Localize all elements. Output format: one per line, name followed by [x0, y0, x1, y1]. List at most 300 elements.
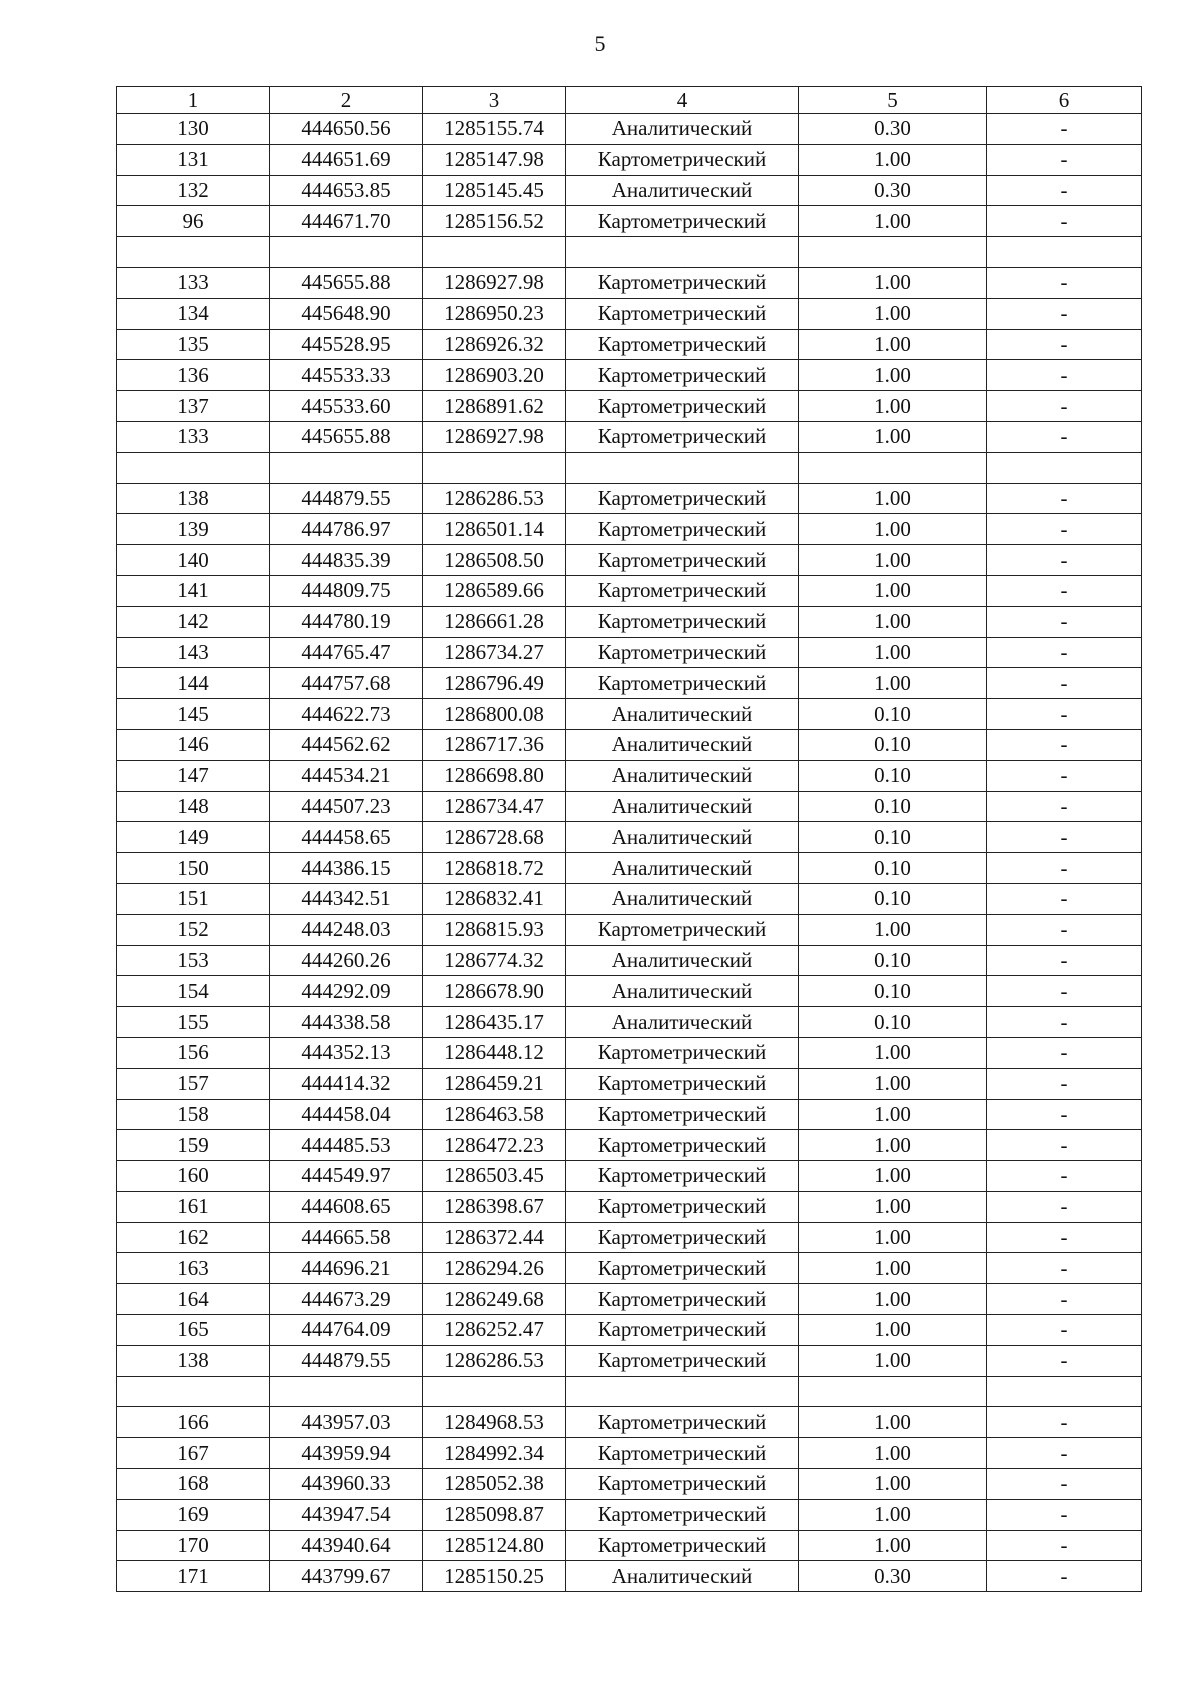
cell-method: Картометрический — [566, 914, 799, 945]
cell-accuracy: 1.00 — [799, 1222, 987, 1253]
cell-method: Аналитический — [566, 699, 799, 730]
cell-note: - — [987, 575, 1142, 606]
table-row-separator — [117, 1376, 1142, 1407]
cell-coord-y: 1286728.68 — [423, 822, 566, 853]
cell-coord-y — [423, 237, 566, 268]
cell-accuracy: 1.00 — [799, 1130, 987, 1161]
table-row — [117, 1561, 1142, 1592]
cell-accuracy: 1.00 — [799, 1469, 987, 1500]
cell-method: Картометрический — [566, 267, 799, 298]
cell-coord-y: 1285150.25 — [423, 1561, 566, 1592]
cell-point-number: 154 — [117, 976, 270, 1007]
header-col-6: 6 — [987, 87, 1142, 114]
cell-point-number — [117, 237, 270, 268]
cell-coord-y: 1286661.28 — [423, 606, 566, 637]
cell-coord-x: 443957.03 — [270, 1407, 423, 1438]
cell-accuracy: 1.00 — [799, 606, 987, 637]
cell-coord-x: 444608.65 — [270, 1191, 423, 1222]
cell-method: Аналитический — [566, 760, 799, 791]
cell-point-number: 146 — [117, 729, 270, 760]
cell-point-number: 150 — [117, 853, 270, 884]
cell-coord-y: 1286926.32 — [423, 329, 566, 360]
table-row — [117, 114, 1142, 145]
cell-accuracy: 1.00 — [799, 298, 987, 329]
cell-point-number: 164 — [117, 1284, 270, 1315]
cell-coord-y: 1286472.23 — [423, 1130, 566, 1161]
cell-method: Картометрический — [566, 1161, 799, 1192]
cell-coord-x: 444338.58 — [270, 1007, 423, 1038]
cell-coord-x: 444765.47 — [270, 637, 423, 668]
cell-coord-x: 443799.67 — [270, 1561, 423, 1592]
cell-accuracy: 0.10 — [799, 976, 987, 1007]
cell-point-number: 153 — [117, 945, 270, 976]
table-row — [117, 822, 1142, 853]
cell-coord-x: 444507.23 — [270, 791, 423, 822]
table-row — [117, 729, 1142, 760]
header-col-1: 1 — [117, 87, 270, 114]
table-row — [117, 1315, 1142, 1346]
cell-accuracy: 1.00 — [799, 575, 987, 606]
cell-point-number: 138 — [117, 483, 270, 514]
cell-coord-y: 1284968.53 — [423, 1407, 566, 1438]
cell-coord-x: 444673.29 — [270, 1284, 423, 1315]
cell-coord-x: 444757.68 — [270, 668, 423, 699]
cell-note: - — [987, 545, 1142, 576]
table-row — [117, 175, 1142, 206]
header-row — [117, 87, 1142, 114]
cell-coord-y: 1286927.98 — [423, 421, 566, 452]
table-row — [117, 760, 1142, 791]
table-row — [117, 1037, 1142, 1068]
cell-note: - — [987, 1130, 1142, 1161]
cell-point-number: 168 — [117, 1469, 270, 1500]
cell-coord-y: 1286818.72 — [423, 853, 566, 884]
table-row — [117, 206, 1142, 237]
table-row — [117, 391, 1142, 422]
cell-accuracy: 1.00 — [799, 144, 987, 175]
cell-accuracy — [799, 1376, 987, 1407]
cell-accuracy: 0.10 — [799, 945, 987, 976]
cell-accuracy: 1.00 — [799, 1161, 987, 1192]
cell-point-number: 161 — [117, 1191, 270, 1222]
cell-method: Аналитический — [566, 1561, 799, 1592]
cell-note: - — [987, 976, 1142, 1007]
table-row — [117, 945, 1142, 976]
cell-method: Картометрический — [566, 421, 799, 452]
cell-method: Аналитический — [566, 853, 799, 884]
table-row — [117, 976, 1142, 1007]
cell-note: - — [987, 1469, 1142, 1500]
cell-method: Картометрический — [566, 1530, 799, 1561]
cell-note: - — [987, 1191, 1142, 1222]
cell-coord-y: 1286463.58 — [423, 1099, 566, 1130]
table-row — [117, 791, 1142, 822]
cell-coord-x: 444764.09 — [270, 1315, 423, 1346]
cell-method: Картометрический — [566, 1130, 799, 1161]
cell-coord-y: 1285145.45 — [423, 175, 566, 206]
cell-note: - — [987, 206, 1142, 237]
cell-note: - — [987, 514, 1142, 545]
cell-accuracy: 1.00 — [799, 1253, 987, 1284]
cell-method: Картометрический — [566, 391, 799, 422]
cell-note: - — [987, 760, 1142, 791]
cell-method: Картометрический — [566, 144, 799, 175]
cell-method: Картометрический — [566, 575, 799, 606]
cell-accuracy — [799, 237, 987, 268]
cell-coord-x — [270, 452, 423, 483]
cell-coord-y: 1286927.98 — [423, 267, 566, 298]
cell-point-number: 151 — [117, 883, 270, 914]
cell-note: - — [987, 668, 1142, 699]
cell-point-number: 160 — [117, 1161, 270, 1192]
cell-coord-y: 1285156.52 — [423, 206, 566, 237]
table-row — [117, 1130, 1142, 1161]
cell-coord-x: 444386.15 — [270, 853, 423, 884]
cell-coord-y: 1286398.67 — [423, 1191, 566, 1222]
table-row — [117, 1161, 1142, 1192]
cell-accuracy: 1.00 — [799, 267, 987, 298]
cell-accuracy: 1.00 — [799, 668, 987, 699]
table-row — [117, 298, 1142, 329]
cell-note — [987, 237, 1142, 268]
cell-method: Аналитический — [566, 945, 799, 976]
table-row — [117, 1191, 1142, 1222]
cell-note: - — [987, 1068, 1142, 1099]
cell-accuracy: 1.00 — [799, 914, 987, 945]
table-row — [117, 1407, 1142, 1438]
cell-point-number: 133 — [117, 421, 270, 452]
cell-note: - — [987, 791, 1142, 822]
cell-note: - — [987, 1222, 1142, 1253]
cell-coord-y: 1286501.14 — [423, 514, 566, 545]
cell-method: Картометрический — [566, 298, 799, 329]
cell-coord-y: 1286815.93 — [423, 914, 566, 945]
cell-method: Картометрический — [566, 1253, 799, 1284]
table-row-separator — [117, 452, 1142, 483]
cell-coord-y: 1286796.49 — [423, 668, 566, 699]
cell-point-number: 140 — [117, 545, 270, 576]
cell-point-number — [117, 452, 270, 483]
cell-coord-x: 445648.90 — [270, 298, 423, 329]
cell-accuracy: 0.10 — [799, 1007, 987, 1038]
table-row — [117, 1284, 1142, 1315]
cell-accuracy: 0.30 — [799, 114, 987, 145]
cell-point-number: 137 — [117, 391, 270, 422]
cell-note: - — [987, 1253, 1142, 1284]
cell-method: Аналитический — [566, 791, 799, 822]
cell-coord-x: 444458.65 — [270, 822, 423, 853]
cell-accuracy: 1.00 — [799, 637, 987, 668]
cell-point-number: 170 — [117, 1530, 270, 1561]
cell-coord-x: 444835.39 — [270, 545, 423, 576]
cell-coord-y: 1286508.50 — [423, 545, 566, 576]
cell-coord-y: 1286435.17 — [423, 1007, 566, 1038]
table-row-separator — [117, 237, 1142, 268]
cell-coord-x: 444458.04 — [270, 1099, 423, 1130]
cell-coord-x: 444665.58 — [270, 1222, 423, 1253]
table-row — [117, 1222, 1142, 1253]
cell-method: Аналитический — [566, 1007, 799, 1038]
cell-coord-y: 1286503.45 — [423, 1161, 566, 1192]
header-col-2: 2 — [270, 87, 423, 114]
cell-note: - — [987, 391, 1142, 422]
table-row — [117, 267, 1142, 298]
cell-method: Аналитический — [566, 729, 799, 760]
cell-accuracy: 0.10 — [799, 791, 987, 822]
cell-coord-x: 444786.97 — [270, 514, 423, 545]
cell-point-number: 167 — [117, 1438, 270, 1469]
cell-point-number: 141 — [117, 575, 270, 606]
cell-accuracy: 1.00 — [799, 1530, 987, 1561]
table-row — [117, 1099, 1142, 1130]
table-body — [117, 114, 1142, 1592]
cell-method: Картометрический — [566, 1284, 799, 1315]
table-row — [117, 329, 1142, 360]
cell-coord-y: 1286891.62 — [423, 391, 566, 422]
cell-method: Картометрический — [566, 206, 799, 237]
cell-coord-y: 1286950.23 — [423, 298, 566, 329]
cell-point-number: 152 — [117, 914, 270, 945]
cell-point-number: 135 — [117, 329, 270, 360]
cell-point-number: 133 — [117, 267, 270, 298]
cell-method: Картометрический — [566, 1345, 799, 1376]
cell-coord-x: 444879.55 — [270, 1345, 423, 1376]
cell-note: - — [987, 853, 1142, 884]
cell-accuracy: 1.00 — [799, 329, 987, 360]
cell-coord-x: 444549.97 — [270, 1161, 423, 1192]
cell-coord-y: 1285098.87 — [423, 1499, 566, 1530]
cell-coord-x: 444809.75 — [270, 575, 423, 606]
cell-note: - — [987, 360, 1142, 391]
cell-note: - — [987, 175, 1142, 206]
cell-accuracy: 1.00 — [799, 1315, 987, 1346]
cell-accuracy: 1.00 — [799, 206, 987, 237]
cell-coord-x: 444653.85 — [270, 175, 423, 206]
cell-note: - — [987, 144, 1142, 175]
cell-method: Картометрический — [566, 606, 799, 637]
cell-coord-x — [270, 1376, 423, 1407]
cell-method: Картометрический — [566, 1037, 799, 1068]
table-row — [117, 883, 1142, 914]
cell-coord-y: 1286678.90 — [423, 976, 566, 1007]
cell-coord-x: 444260.26 — [270, 945, 423, 976]
cell-accuracy: 1.00 — [799, 391, 987, 422]
cell-accuracy: 1.00 — [799, 1037, 987, 1068]
cell-coord-y: 1285052.38 — [423, 1469, 566, 1500]
table-row — [117, 483, 1142, 514]
cell-method — [566, 452, 799, 483]
cell-note: - — [987, 637, 1142, 668]
table-row — [117, 1499, 1142, 1530]
cell-point-number: 149 — [117, 822, 270, 853]
table-header — [117, 87, 1142, 114]
cell-method: Картометрический — [566, 545, 799, 576]
cell-point-number: 144 — [117, 668, 270, 699]
cell-coord-x: 444879.55 — [270, 483, 423, 514]
cell-note: - — [987, 1007, 1142, 1038]
table-row — [117, 699, 1142, 730]
cell-note: - — [987, 1561, 1142, 1592]
cell-coord-x: 444622.73 — [270, 699, 423, 730]
cell-coord-x: 444248.03 — [270, 914, 423, 945]
table-row — [117, 853, 1142, 884]
cell-method: Картометрический — [566, 1222, 799, 1253]
cell-method: Картометрический — [566, 514, 799, 545]
cell-coord-y — [423, 1376, 566, 1407]
cell-coord-x: 444562.62 — [270, 729, 423, 760]
cell-method: Картометрический — [566, 360, 799, 391]
cell-method: Картометрический — [566, 483, 799, 514]
cell-coord-y: 1286252.47 — [423, 1315, 566, 1346]
cell-method: Аналитический — [566, 114, 799, 145]
cell-note: - — [987, 1345, 1142, 1376]
cell-method: Картометрический — [566, 1068, 799, 1099]
cell-coord-y: 1286903.20 — [423, 360, 566, 391]
cell-accuracy: 1.00 — [799, 1068, 987, 1099]
cell-method — [566, 1376, 799, 1407]
cell-method: Картометрический — [566, 1407, 799, 1438]
table-row — [117, 1007, 1142, 1038]
cell-note: - — [987, 267, 1142, 298]
cell-coord-x: 444342.51 — [270, 883, 423, 914]
cell-coord-y: 1286774.32 — [423, 945, 566, 976]
cell-coord-y: 1286589.66 — [423, 575, 566, 606]
table-row — [117, 1253, 1142, 1284]
cell-coord-y: 1286459.21 — [423, 1068, 566, 1099]
cell-method: Аналитический — [566, 976, 799, 1007]
cell-note: - — [987, 1037, 1142, 1068]
cell-note: - — [987, 945, 1142, 976]
cell-coord-x: 445528.95 — [270, 329, 423, 360]
cell-note: - — [987, 1161, 1142, 1192]
cell-point-number: 155 — [117, 1007, 270, 1038]
cell-note: - — [987, 1499, 1142, 1530]
cell-point-number: 162 — [117, 1222, 270, 1253]
cell-coord-y: 1286734.47 — [423, 791, 566, 822]
cell-coord-y: 1285147.98 — [423, 144, 566, 175]
cell-note: - — [987, 1099, 1142, 1130]
coordinates-table — [116, 86, 1142, 1592]
cell-coord-y: 1286372.44 — [423, 1222, 566, 1253]
cell-coord-y: 1284992.34 — [423, 1438, 566, 1469]
cell-note: - — [987, 1284, 1142, 1315]
cell-method: Аналитический — [566, 822, 799, 853]
cell-coord-y: 1285124.80 — [423, 1530, 566, 1561]
cell-accuracy: 0.30 — [799, 1561, 987, 1592]
cell-coord-x: 445655.88 — [270, 267, 423, 298]
cell-method: Картометрический — [566, 1469, 799, 1500]
cell-coord-x: 444485.53 — [270, 1130, 423, 1161]
cell-method: Картометрический — [566, 668, 799, 699]
cell-point-number: 132 — [117, 175, 270, 206]
cell-note — [987, 452, 1142, 483]
cell-accuracy: 1.00 — [799, 1191, 987, 1222]
cell-coord-y: 1286448.12 — [423, 1037, 566, 1068]
table-row — [117, 914, 1142, 945]
cell-point-number: 157 — [117, 1068, 270, 1099]
cell-coord-x: 444651.69 — [270, 144, 423, 175]
cell-point-number: 134 — [117, 298, 270, 329]
table-row — [117, 1530, 1142, 1561]
cell-coord-x: 444780.19 — [270, 606, 423, 637]
cell-note: - — [987, 1530, 1142, 1561]
cell-point-number: 147 — [117, 760, 270, 791]
cell-point-number: 136 — [117, 360, 270, 391]
cell-accuracy — [799, 452, 987, 483]
cell-note: - — [987, 606, 1142, 637]
cell-note: - — [987, 1315, 1142, 1346]
cell-accuracy: 0.10 — [799, 760, 987, 791]
table-row — [117, 1469, 1142, 1500]
cell-accuracy: 0.30 — [799, 175, 987, 206]
cell-point-number: 96 — [117, 206, 270, 237]
cell-note: - — [987, 1407, 1142, 1438]
cell-coord-y: 1286249.68 — [423, 1284, 566, 1315]
cell-coord-x: 444414.32 — [270, 1068, 423, 1099]
cell-coord-y: 1286286.53 — [423, 483, 566, 514]
cell-coord-x — [270, 237, 423, 268]
cell-accuracy: 1.00 — [799, 1345, 987, 1376]
cell-method: Аналитический — [566, 883, 799, 914]
cell-coord-y: 1286734.27 — [423, 637, 566, 668]
cell-point-number: 159 — [117, 1130, 270, 1161]
cell-accuracy: 0.10 — [799, 699, 987, 730]
table-row — [117, 668, 1142, 699]
cell-coord-x: 443947.54 — [270, 1499, 423, 1530]
cell-point-number: 158 — [117, 1099, 270, 1130]
table-row — [117, 144, 1142, 175]
cell-note — [987, 1376, 1142, 1407]
cell-coord-y: 1286832.41 — [423, 883, 566, 914]
cell-accuracy: 1.00 — [799, 1284, 987, 1315]
cell-method: Картометрический — [566, 1438, 799, 1469]
cell-accuracy: 1.00 — [799, 545, 987, 576]
cell-coord-x: 444650.56 — [270, 114, 423, 145]
cell-accuracy: 1.00 — [799, 360, 987, 391]
cell-point-number: 165 — [117, 1315, 270, 1346]
cell-point-number: 143 — [117, 637, 270, 668]
cell-coord-y: 1285155.74 — [423, 114, 566, 145]
page-number: 5 — [594, 31, 606, 56]
table-row — [117, 606, 1142, 637]
cell-accuracy: 1.00 — [799, 1438, 987, 1469]
cell-coord-x: 443959.94 — [270, 1438, 423, 1469]
cell-accuracy: 0.10 — [799, 883, 987, 914]
cell-point-number: 156 — [117, 1037, 270, 1068]
cell-accuracy: 1.00 — [799, 1407, 987, 1438]
cell-accuracy: 1.00 — [799, 483, 987, 514]
cell-note: - — [987, 298, 1142, 329]
cell-point-number — [117, 1376, 270, 1407]
cell-method: Картометрический — [566, 1099, 799, 1130]
cell-coord-x: 444292.09 — [270, 976, 423, 1007]
header-col-5: 5 — [799, 87, 987, 114]
table-row — [117, 360, 1142, 391]
cell-point-number: 131 — [117, 144, 270, 175]
table-row — [117, 514, 1142, 545]
cell-point-number: 169 — [117, 1499, 270, 1530]
cell-coord-x: 445655.88 — [270, 421, 423, 452]
cell-coord-x: 444534.21 — [270, 760, 423, 791]
cell-method: Картометрический — [566, 1315, 799, 1346]
cell-note: - — [987, 822, 1142, 853]
cell-accuracy: 0.10 — [799, 729, 987, 760]
header-col-4: 4 — [566, 87, 799, 114]
table-row — [117, 637, 1142, 668]
cell-accuracy: 1.00 — [799, 1099, 987, 1130]
cell-coord-x: 444352.13 — [270, 1037, 423, 1068]
table-row — [117, 545, 1142, 576]
